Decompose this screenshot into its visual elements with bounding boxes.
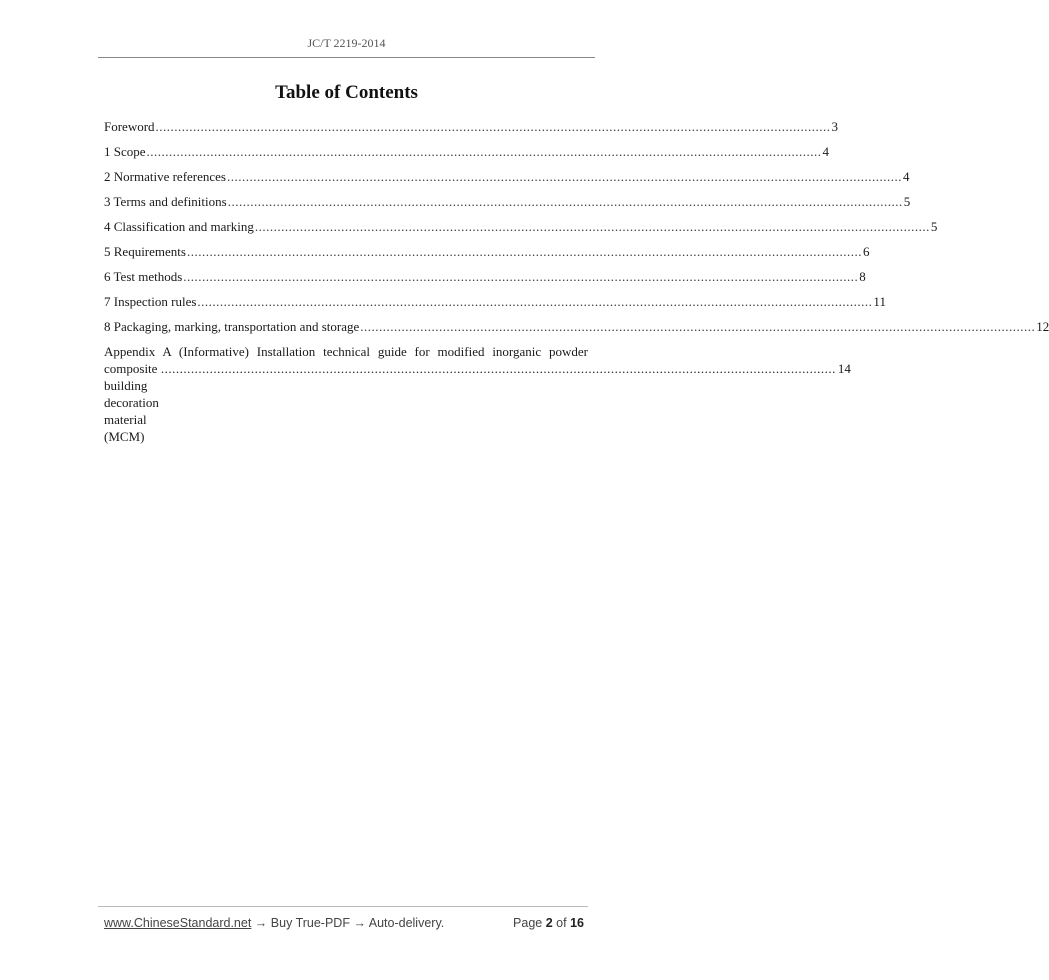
toc-page: 3 [831, 119, 839, 134]
toc-entry-packaging[interactable] [104, 318, 1049, 335]
leader-dots: .................................................................................................................................................................................... [155, 119, 831, 134]
toc-label: 6 Test methods [104, 269, 183, 284]
toc-label: 2 Normative references [104, 169, 226, 184]
toc-entry-inspection-rules[interactable] [104, 293, 886, 310]
page-word: Page [513, 916, 543, 930]
delivery-text: Auto-delivery. [368, 916, 445, 930]
footer-divider [98, 906, 588, 907]
page-title: Table of Contents [275, 82, 418, 103]
toc-page: 5 [903, 194, 911, 209]
toc-entry-foreword[interactable] [104, 118, 839, 135]
leader-dots: .................................................................................................................................................................................... [360, 319, 1036, 334]
toc-page: 5 [930, 219, 938, 234]
toc-page: 4 [903, 169, 910, 184]
toc-label: Foreword [104, 119, 155, 134]
leader-dots: .................................................................................................................................................................................... [227, 194, 903, 209]
leader-dots: .................................................................................................................................................................................... [197, 294, 873, 309]
toc-page: 11 [873, 294, 886, 309]
current-page: 2 [545, 916, 553, 930]
leader-dots: .................................................................................................................................................................................... [227, 169, 902, 184]
toc-page: 14 [837, 361, 851, 376]
toc-label: 5 Requirements [104, 244, 186, 259]
of-word: of [556, 916, 567, 930]
toc-entry-scope[interactable] [104, 143, 830, 160]
toc-entry-normative-references[interactable] [104, 168, 910, 185]
toc-label: 1 Scope [104, 144, 146, 159]
leader-dots: .................................................................................................................................................................................... [160, 361, 836, 376]
arrow-icon: → [254, 916, 268, 930]
toc-entry-classification-marking[interactable] [104, 218, 938, 235]
page-footer [104, 916, 584, 930]
toc-label-continued: composite building decoration material (MCM) [104, 361, 159, 444]
header-divider [98, 57, 595, 58]
toc-entry-appendix-a[interactable] [104, 343, 851, 444]
table-of-contents [104, 118, 1049, 444]
website-link[interactable]: www.ChineseStandard.net [104, 916, 252, 930]
toc-page: 12 [1036, 319, 1049, 334]
toc-label: 7 Inspection rules [104, 294, 197, 309]
toc-page: 8 [859, 269, 866, 284]
document-code: JC/T 2219-2014 [307, 36, 386, 50]
toc-entry-test-methods[interactable] [104, 268, 866, 285]
toc-entry-requirements[interactable] [104, 243, 870, 260]
toc-page: 6 [862, 244, 870, 259]
toc-label: Appendix A (Informative) Installation technical guide for modified inorganic powder [104, 344, 588, 359]
buy-pdf-text: Buy True-PDF [270, 916, 350, 930]
leader-dots: .................................................................................................................................................................................... [186, 244, 862, 259]
leader-dots: .................................................................................................................................................................................... [146, 144, 822, 159]
footer-links [104, 916, 444, 930]
toc-label: 3 Terms and definitions [104, 194, 227, 209]
toc-entry-terms-definitions[interactable] [104, 193, 911, 210]
toc-label: 8 Packaging, marking, transportation and storage [104, 319, 360, 334]
toc-page: 4 [822, 144, 830, 159]
leader-dots: .................................................................................................................................................................................... [254, 219, 930, 234]
toc-label: 4 Classification and marking [104, 219, 254, 234]
arrow-icon: → [353, 916, 366, 930]
total-pages: 16 [570, 916, 584, 930]
page-indicator [513, 916, 584, 930]
leader-dots: .................................................................................................................................................................................... [183, 269, 859, 284]
